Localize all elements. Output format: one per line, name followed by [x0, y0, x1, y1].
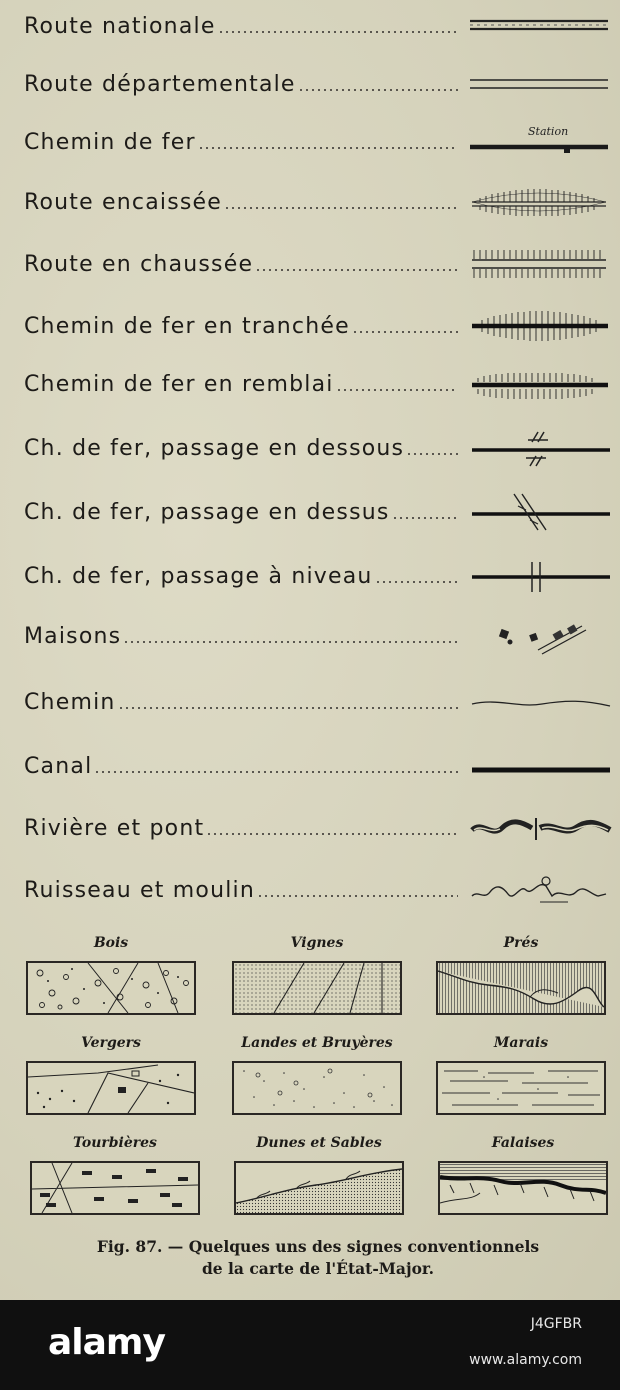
dunes-icon [234, 1161, 404, 1215]
double-line-icon [468, 64, 614, 104]
tile-label: Tourbières [73, 1135, 157, 1151]
watermark-footer [0, 1300, 620, 1390]
legend-label: Route encaissée [24, 189, 223, 215]
legend-row [24, 64, 614, 104]
dot-leader [375, 581, 458, 583]
legend-row [24, 808, 614, 848]
dot-leader [392, 517, 458, 519]
legend-label: Route départementale [24, 71, 296, 97]
dot-leader [257, 895, 458, 897]
legend-label: Ch. de fer, passage à niveau [24, 563, 373, 589]
legend-row [24, 122, 614, 162]
tile [436, 1035, 606, 1115]
double-line-hatched-icon [468, 6, 614, 46]
dot-leader [224, 207, 458, 209]
legend-row [24, 6, 614, 46]
legend-row [24, 182, 614, 222]
marsh-icon [436, 1061, 606, 1115]
figure-caption [20, 1236, 616, 1280]
dot-leader [118, 707, 458, 709]
image-id: J4GFBR [530, 1316, 582, 1332]
sunken-road-icon [468, 182, 614, 222]
site-url: www.alamy.com [469, 1352, 582, 1368]
tile [436, 935, 606, 1015]
cliffs-icon [438, 1161, 608, 1215]
legend-label: Chemin de fer en remblai [24, 371, 334, 397]
path-icon [468, 682, 614, 722]
dot-leader [206, 833, 458, 835]
tile-label: Falaises [491, 1135, 555, 1151]
legend-row [24, 364, 614, 404]
legend-row [24, 428, 614, 468]
legend-row [24, 682, 614, 722]
land-cover-tiles [0, 935, 620, 1225]
dot-leader [352, 331, 458, 333]
legend-label: Ch. de fer, passage en dessous [24, 435, 405, 461]
legend-label: Route nationale [24, 13, 216, 39]
canal-icon [468, 746, 614, 786]
woods-icon [26, 961, 196, 1015]
stream-mill-icon [468, 870, 614, 910]
legend-row [24, 492, 614, 532]
caption-line-1: Fig. 87. — Quelques uns des signes conventionnels [96, 1237, 540, 1256]
underpass-icon [468, 428, 614, 468]
dot-leader [94, 771, 458, 773]
tile [438, 1135, 608, 1215]
level-crossing-icon [468, 556, 614, 596]
heath-icon [232, 1061, 402, 1115]
legend-label: Ch. de fer, passage en dessus [24, 499, 390, 525]
legend-label: Canal [24, 753, 93, 779]
dot-leader [336, 389, 458, 391]
dot-leader [218, 31, 458, 33]
legend-row [24, 306, 614, 346]
peat-bog-icon [30, 1161, 200, 1215]
tile [234, 1135, 404, 1215]
tile [232, 1035, 402, 1115]
railway-cutting-icon [468, 306, 614, 346]
dot-leader [123, 641, 458, 643]
brand-logo: alamy [48, 1322, 165, 1363]
legend-row [24, 244, 614, 284]
legend-label: Rivière et pont [24, 815, 205, 841]
tile [30, 1135, 200, 1215]
tile-label: Vergers [81, 1035, 141, 1051]
tile-label: Dunes et Sables [256, 1135, 382, 1151]
legend-row [24, 616, 614, 656]
legend-label: Ruisseau et moulin [24, 877, 255, 903]
dot-leader [255, 269, 458, 271]
tile-label: Landes et Bruyères [241, 1035, 393, 1051]
orchard-icon [26, 1061, 196, 1115]
legend-row [24, 870, 614, 910]
tile [26, 1035, 196, 1115]
railway-embankment-icon [468, 364, 614, 404]
dot-leader [198, 147, 458, 149]
legend-label: Route en chaussée [24, 251, 254, 277]
legend-label: Maisons [24, 623, 122, 649]
raised-road-icon [468, 244, 614, 284]
legend-label: Chemin [24, 689, 116, 715]
meadow-icon [436, 961, 606, 1015]
dot-leader [298, 89, 458, 91]
station-label: Station [528, 125, 569, 138]
legend-row [24, 746, 614, 786]
houses-icon [468, 616, 614, 656]
railway-station-icon [468, 122, 614, 162]
tile [232, 935, 402, 1015]
tile [26, 935, 196, 1015]
legend-row [24, 556, 614, 596]
overpass-icon [468, 492, 614, 532]
caption-line-2: de la carte de l'État-Major. [201, 1259, 435, 1278]
vineyard-icon [232, 961, 402, 1015]
legend-label: Chemin de fer en tranchée [24, 313, 350, 339]
tile-label: Vignes [290, 935, 344, 951]
dot-leader [406, 453, 458, 455]
tile-label: Bois [93, 935, 129, 951]
tile-label: Marais [493, 1035, 549, 1051]
river-bridge-icon [468, 808, 614, 848]
legend-label: Chemin de fer [24, 129, 196, 155]
tile-label: Prés [503, 935, 539, 951]
